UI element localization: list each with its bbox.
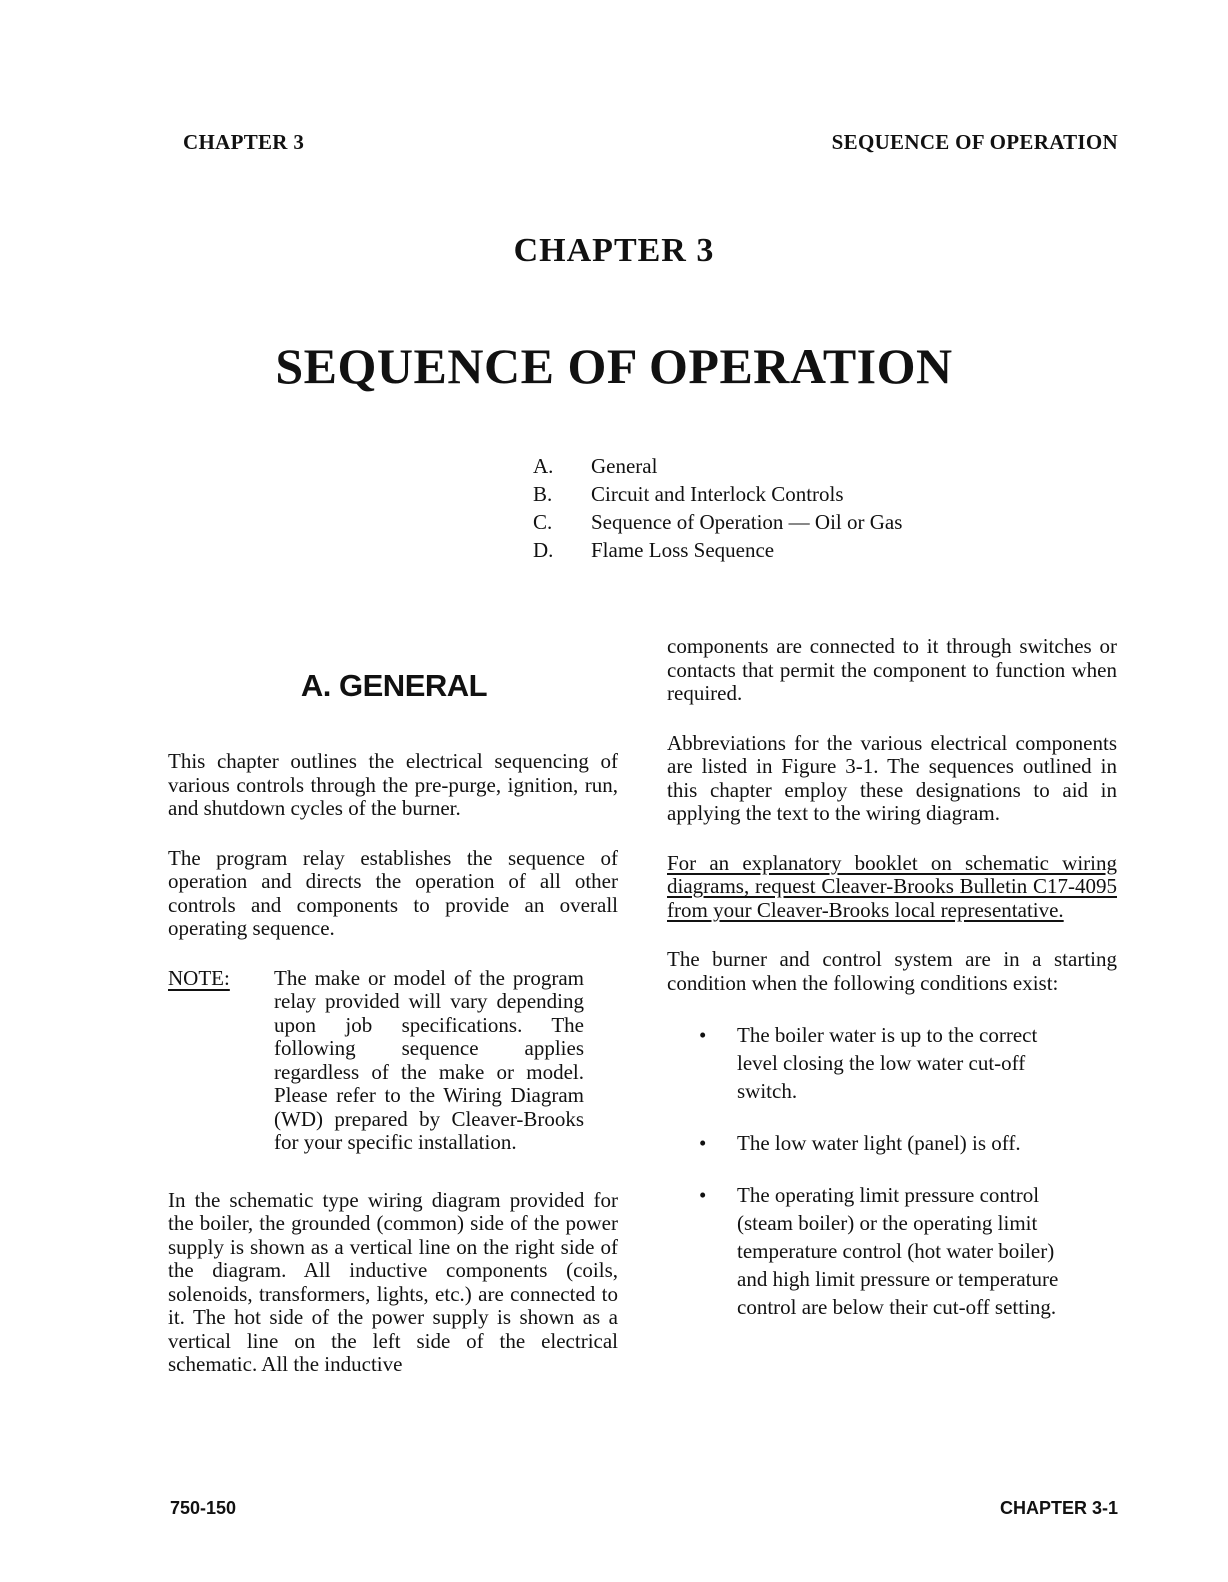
footer-doc-number: 750-150 xyxy=(170,1498,237,1518)
table-of-contents xyxy=(533,452,902,564)
toc-item xyxy=(533,508,902,536)
left-column xyxy=(168,750,618,1403)
right-column xyxy=(667,635,1117,1345)
toc-letter: B. xyxy=(533,482,553,506)
toc-letter: C. xyxy=(533,510,553,534)
paragraph: This chapter outlines the electrical sequencing of various controls through the pre-purge, ignition, run, and shutdown cycles of the burner. xyxy=(168,749,618,820)
list-item: • The boiler water is up to the correct level closing the low water cut-off switch. xyxy=(667,1021,1117,1105)
toc-label: Circuit and Interlock Controls xyxy=(591,482,844,506)
paragraph: The program relay establishes the sequence of operation and directs the operation of all other controls and components to provide an overall operating sequence. xyxy=(168,845,618,940)
running-header-title: SEQUENCE OF OPERATION xyxy=(831,130,1118,154)
paragraph: In the schematic type wiring diagram provided for the boiler, the grounded (common) side of the power supply is shown as a vertical line on the right side of the diagram. All inductive components (coils, solenoids, transformers, lights, etc.) are connected to it. The hot side of the power supply is shown as a vertical line on the left side of the electrical schematic. All the inductive xyxy=(168,1187,618,1376)
running-header-chapter: CHAPTER 3 xyxy=(183,130,305,154)
paragraph: The burner and control system are in a starting condition when the following conditions exist: xyxy=(667,947,1117,995)
bullet-icon: • xyxy=(699,1023,707,1047)
toc-item xyxy=(533,480,902,508)
toc-label: Flame Loss Sequence xyxy=(591,538,775,562)
paragraph: Abbreviations for the various electrical components are listed in Figure 3-1. The sequences outlined in this chapter employ these designations to aid in applying the text to the wiring diagram. xyxy=(667,730,1117,825)
toc-label: Sequence of Operation — Oil or Gas xyxy=(591,510,903,534)
toc-letter: A. xyxy=(533,454,554,478)
toc-letter: D. xyxy=(533,538,554,562)
toc-label: General xyxy=(591,454,658,478)
toc-item xyxy=(533,452,902,480)
bulletin-reference: For an explanatory booklet on schematic wiring diagrams, request Cleaver-Brooks Bulletin C17-4095 from your Cleaver-Brooks local representative. xyxy=(667,850,1117,922)
page-title: SEQUENCE OF OPERATION xyxy=(275,338,953,394)
bullet-icon: • xyxy=(699,1183,707,1207)
list-item: • The low water light (panel) is off. xyxy=(667,1129,1117,1157)
footer-page-number: CHAPTER 3-1 xyxy=(999,1498,1118,1518)
toc-item xyxy=(533,536,902,564)
note-text: The make or model of the program relay provided will vary depending upon job specifications. The following sequence applies regardless of the make or model. Please refer to the Wiring Diagram (WD) prepared by Cleaver-Brooks for your specific installation. xyxy=(274,965,584,1154)
note-label: NOTE: xyxy=(168,965,230,990)
chapter-title: CHAPTER 3 xyxy=(513,232,715,269)
section-heading: A. GENERAL xyxy=(300,668,488,703)
note-block xyxy=(168,967,618,1155)
starting-conditions-list xyxy=(667,1021,1117,1321)
paragraph: components are connected to it through switches or contacts that permit the component to function when required. xyxy=(667,634,1117,705)
list-item: • The operating limit pressure control (steam boiler) or the operating limit temperature control (hot water boiler) and high limit pressure or temperature control are below their cut-off setting. xyxy=(667,1181,1117,1321)
bullet-icon: • xyxy=(699,1131,707,1155)
